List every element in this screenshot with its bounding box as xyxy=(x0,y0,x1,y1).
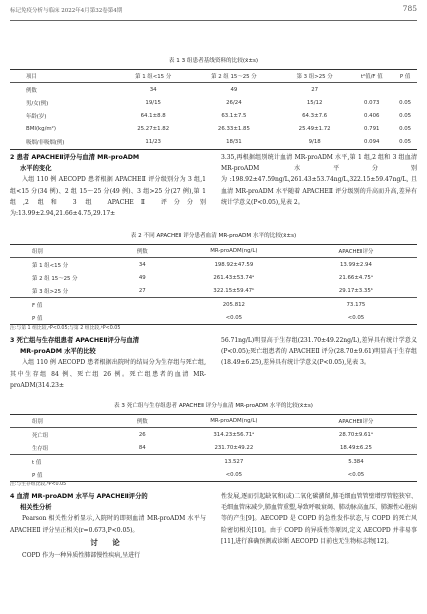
table3-caption: 表 3 死亡组与生存组患者 APACHEⅡ 评分与血清 MR-proADM 水平的比较(x̄±s) xyxy=(114,403,313,409)
table-header: APACHEⅡ评分 xyxy=(295,245,417,258)
table-cell: 26.33±1.85 xyxy=(217,126,250,133)
table-cell: 第 1 组<15 分 xyxy=(32,262,69,269)
table-cell: 11/23 xyxy=(145,139,161,146)
table-header: 组别 xyxy=(10,415,112,428)
section3-heading-cont: MR-proADM 水平的比较 xyxy=(20,348,96,356)
table-cell: 64.3±7.6 xyxy=(302,112,328,119)
table-cell: 19/15 xyxy=(145,99,161,106)
table-cell xyxy=(350,83,393,97)
table-header: P 值 xyxy=(393,70,417,83)
section3-right xyxy=(221,335,417,369)
section4-left xyxy=(10,491,206,561)
table2-note: 注:与第 1 组比较,ᵃP<0.05;与第 2 组比较,ᵇP<0.05 xyxy=(10,326,121,331)
table-cell: 34 xyxy=(149,86,157,93)
table-cell: 吸烟/非吸烟(例) xyxy=(26,140,65,147)
table-header: 例数 xyxy=(112,415,173,428)
discussion-paragraph-cont: 性发展,逐而引起缺氧和(或)二氧化碳潴留,肺毛细血管管壁增厚管腔狭窄、毛细血管床减少,肺血管重塑,导致呼吸衰竭、肺动脉高血压、肺源性心脏病等的产生[9]。AECOPD 是 COPD 的急性发作状态,与 COPD 的死亡风险密切相关[10]。由于 COPD 的异质性等原因,定义 AECOPD 并非易事[11],进行准确预测或诊断 AECOPD 目前也无生物标志物[12]。 xyxy=(221,493,417,545)
table-row xyxy=(10,311,417,325)
table-cell: 第 2 组 15～25 分 xyxy=(32,275,78,282)
table-header: 项目 xyxy=(10,70,117,83)
table-header: 例数 xyxy=(112,245,173,258)
table-cell: <0.05 xyxy=(225,471,243,478)
table-cell: 0.791 xyxy=(364,126,380,133)
table-row xyxy=(10,123,417,136)
section3-paragraph: 入组 110 例 AECOPD 患者根据出院时的结局分为生存组与死亡组,其中生存组 84 例、死亡组 26 例。死亡组患者的血清 MR-proADM(314.23± xyxy=(10,359,206,389)
table-row xyxy=(10,284,417,298)
table-cell: 死亡组 xyxy=(32,432,49,439)
table-cell: t 值 xyxy=(10,455,112,469)
table-cell: 13.527 xyxy=(173,455,295,469)
table-cell: P 值 xyxy=(32,472,43,479)
table-header: APACHEⅡ评分 xyxy=(295,415,417,428)
table3-header-row xyxy=(10,415,417,428)
page-number: 785 xyxy=(402,4,417,13)
table-cell: <0.05 xyxy=(347,314,365,321)
table-header: 第 3 组>25 分 xyxy=(279,70,350,83)
section4-heading-cont: 相关性分析 xyxy=(20,504,52,512)
table-cell: 63.1±7.5 xyxy=(221,112,247,119)
table1-caption: 表 1 3 组患者基线资料的比较(x̄±s) xyxy=(168,58,259,64)
table-cell: 25.49±1.72 xyxy=(298,126,331,133)
table-cell: 0.05 xyxy=(399,112,412,119)
table-row xyxy=(10,136,417,150)
table-cell xyxy=(112,311,173,325)
table-cell: 84 xyxy=(138,444,146,451)
table-cell: 28.70±9.61ᵃ xyxy=(338,431,373,438)
table-cell: 0.094 xyxy=(364,139,380,146)
discussion-paragraph: COPD 作为一种异质性肺部慢性疾病,呈进行 xyxy=(22,551,141,559)
table-header: 第 1 组<15 分 xyxy=(117,70,188,83)
table-cell xyxy=(112,298,173,312)
table-cell: 15/12 xyxy=(306,99,323,106)
table-row xyxy=(10,96,417,109)
table-cell: 0.406 xyxy=(364,112,380,119)
table-row xyxy=(10,455,417,469)
journal-info: 标记免疫分析与临床 2022年4月第32卷第4期 xyxy=(10,8,123,14)
table-cell: 322.15±59.47ᵇ xyxy=(213,287,255,294)
table-cell: P 值 xyxy=(32,315,43,322)
section3-heading: 3 死亡组与生存组患者 APACHEⅡ评分与血清 xyxy=(10,337,140,344)
table-cell: <0.05 xyxy=(225,314,243,321)
table-header: 第 2 组 15～25 分 xyxy=(189,70,279,83)
table-cell: 18.49±6.25 xyxy=(339,444,372,451)
section3-paragraph-cont: 56.71ng/L)明显高于生存组(231.70±49.22ng/L),差异具有统计学意义(P<0.05);死亡组患者的 APACHEⅡ 评分(28.70±9.61)明显高于生存组(18.49±6.25),差异具有统计学意义(P<0.05),见表 3。 xyxy=(221,337,417,367)
table-cell: 例数 xyxy=(26,87,37,94)
table3-note: 注:与生存组比较,ᵃP<0.05 xyxy=(10,482,67,487)
table-cell: 25.27±1.82 xyxy=(137,126,170,133)
section2-left xyxy=(10,152,206,219)
table-header: MR-proADM(ng/L) xyxy=(173,415,295,428)
table-row xyxy=(10,441,417,455)
table-header: 组别 xyxy=(10,245,112,258)
table-cell: BMI(kg/m²) xyxy=(26,126,56,133)
section4-right xyxy=(221,491,417,547)
table-cell xyxy=(393,83,417,97)
table-cell: 26 xyxy=(138,431,146,438)
table-cell: 0.05 xyxy=(399,126,412,133)
table1-header-row xyxy=(10,70,417,83)
page-header xyxy=(10,6,417,18)
table-row xyxy=(10,468,417,482)
table-cell: 第 3 组>25 分 xyxy=(32,288,69,295)
section4-paragraph: Pearson 相关性分析显示,入院时的即刻血清 MR-proADM 水平与 APACHEⅡ 评分呈正相关(r=0.673,P<0.05)。 xyxy=(10,515,206,534)
table-cell: 314.23±56.71ᵃ xyxy=(213,431,255,438)
table-cell: 9/18 xyxy=(308,139,321,146)
table-header: MR-proADM(ng/L) xyxy=(173,245,295,258)
table-cell: 0.05 xyxy=(399,139,412,146)
table-row xyxy=(10,83,417,97)
table-cell xyxy=(112,468,173,482)
section2-heading: 2 患者 APACHEⅡ评分与血清 MR-proADM xyxy=(10,154,140,161)
table-cell: 27 xyxy=(311,86,319,93)
discussion-heading: 讨 论 xyxy=(90,537,126,547)
header-rule xyxy=(10,20,417,21)
table1 xyxy=(10,69,417,150)
table-cell: 26/24 xyxy=(226,99,242,106)
table-cell: 198.92±47.59 xyxy=(214,261,254,268)
table-cell xyxy=(112,455,173,469)
table-cell: 0.073 xyxy=(364,99,380,106)
table-cell: 34 xyxy=(138,261,146,268)
table-row xyxy=(10,298,417,312)
table-cell: 231.70±49.22 xyxy=(214,444,254,451)
table-row xyxy=(10,258,417,272)
section2-right xyxy=(221,152,417,208)
table-cell: 49 xyxy=(230,86,238,93)
table-cell: 生存组 xyxy=(32,445,49,452)
table2 xyxy=(10,244,417,325)
table-cell: 男/女(例) xyxy=(26,100,49,107)
table-cell: 5.384 xyxy=(295,455,417,469)
section3-left xyxy=(10,335,206,391)
section2-paragraph: 入组 110 例 AECOPD 患者根据 APACHEⅡ 评分级别分为 3 组,1 组<15 分(34 例)、2 组 15～25 分(49 例)、3 组>25 分(27 例),第 1 组,2 组和 3 组 APACHEⅡ 评分分别为:13.99±2.94,21.66±4.75,29.17± xyxy=(10,176,206,218)
table-cell: 年龄(岁) xyxy=(26,113,47,120)
table-cell: 261.43±53.74ᵃ xyxy=(213,274,255,281)
table-cell: 18/31 xyxy=(226,139,242,146)
table3 xyxy=(10,414,417,482)
table2-header-row xyxy=(10,245,417,258)
section2-heading-cont: 水平的变化 xyxy=(20,165,52,173)
table-cell: 49 xyxy=(138,274,146,281)
table-cell: 64.1±8.8 xyxy=(140,112,166,119)
table-row xyxy=(10,271,417,284)
table-row xyxy=(10,109,417,122)
table-cell: 73.175 xyxy=(295,298,417,312)
table-cell: 21.66±4.75ᵃ xyxy=(338,274,373,281)
table-cell: <0.05 xyxy=(347,471,365,478)
table-cell: 27 xyxy=(138,287,146,294)
table-header: t²值/F 值 xyxy=(350,70,393,83)
table-cell: 205.812 xyxy=(173,298,295,312)
table-row xyxy=(10,428,417,442)
table-cell: F 值 xyxy=(10,298,112,312)
table-cell: 13.99±2.94 xyxy=(339,261,372,268)
section4-heading: 4 血清 MR-proADM 水平与 APACHEⅡ评分的 xyxy=(10,493,148,500)
table-cell: 0.05 xyxy=(399,99,412,106)
table-cell: 29.17±3.35ᵇ xyxy=(338,287,374,294)
section2-paragraph-cont: 3.35,再根据组别统计血清 MR-proADM 水平,第 1 组,2 组和 3 组血清 MR-proADM 水平分别为:198.92±47.59ng/L,261.43±53.74ng/L,322.15±59.47ng/L,且血清 MR-proADM 水平随着 APACHEⅡ 评分级别的升高而升高,差异有统计学意义(P<0.05),见表 2。 xyxy=(221,154,417,206)
table2-caption: 表 2 不同 APACHEⅡ 评分患者血清 MR-proADM 水平的比较(x̄±s) xyxy=(130,233,297,239)
